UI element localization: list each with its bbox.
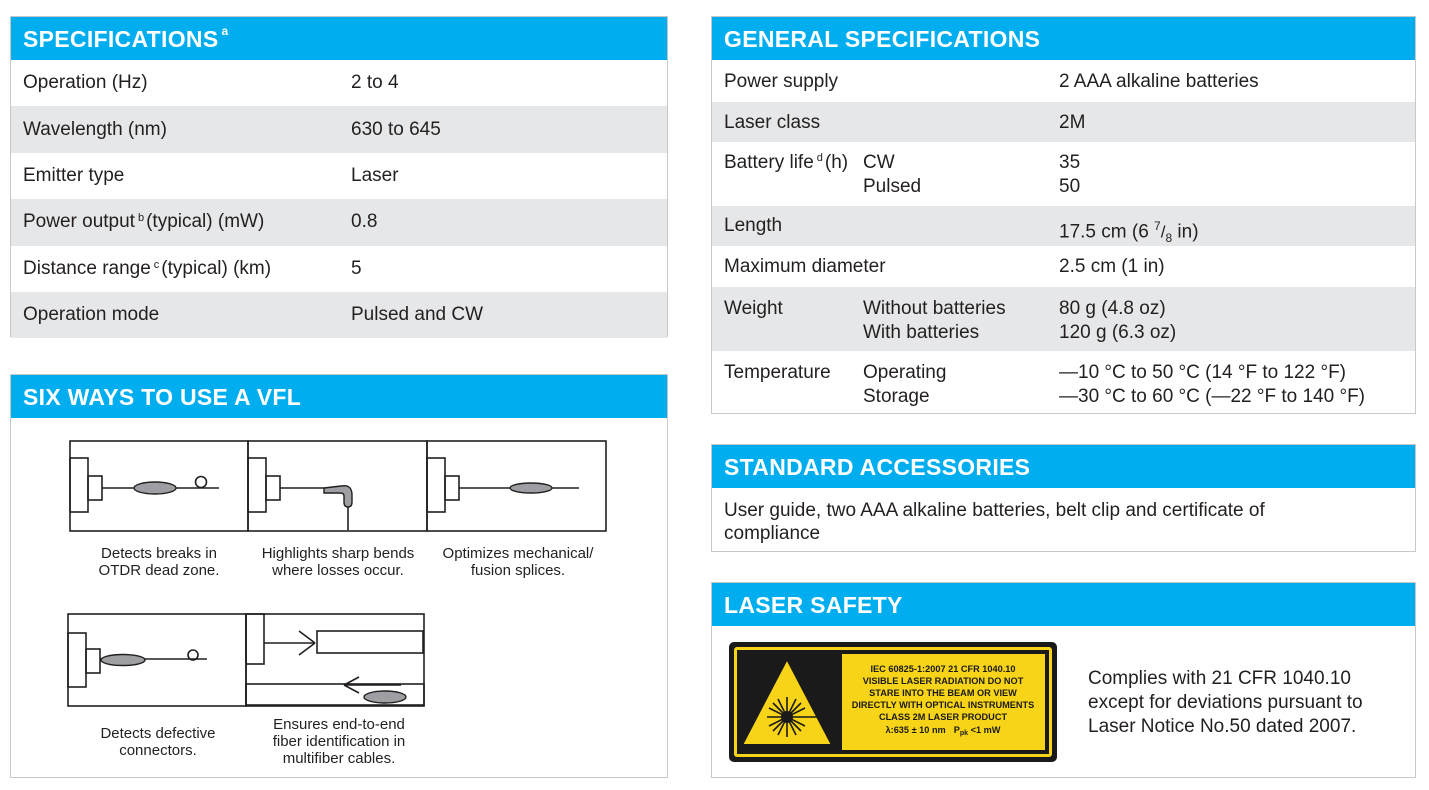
spec-label-rest: (typical) (km) [161, 257, 272, 279]
caption-4: Detects defective connectors. [100, 725, 216, 759]
spec-value: Laser [351, 164, 399, 186]
gen-value: 17.5 cm (6 $^7/_8$ in) [1059, 219, 1199, 246]
specifications-title-note: a [221, 24, 229, 38]
gen-values [1059, 297, 1176, 351]
spec-row-distance [11, 246, 667, 292]
spec-value: 630 to 645 [351, 118, 441, 140]
six-ways-panel [10, 374, 668, 778]
six-ways-header: SIX WAYS TO USE A VFL [11, 375, 667, 418]
caption-5: Ensures end-to-end fiber identification in multifiber cables. [272, 716, 406, 767]
spec-label [11, 211, 338, 233]
footnote-marker: c [153, 258, 160, 271]
spec-row-emitter [11, 153, 667, 199]
gen-value-part: 17.5 cm (6 [1059, 221, 1155, 243]
gen-label-rest: (h) [824, 152, 849, 173]
gen-value-part: in) [1172, 221, 1199, 243]
gen-label: Laser class [724, 112, 821, 133]
spec-row-mode [11, 292, 667, 338]
gen-sublabel: Operating [863, 362, 947, 383]
gen-label: Weight [724, 298, 783, 319]
accessories-text: User guide, two AAA alkaline batteries, belt clip and certificate of compliance [724, 500, 1265, 544]
label-line-1: IEC 60825-1:2007 21 CFR 1040.10 [870, 664, 1016, 674]
label-line-2: VISIBLE LASER RADIATION DO NOT [862, 676, 1024, 686]
fault-glow-1 [134, 482, 176, 494]
gen-row-power-supply [712, 60, 1415, 102]
vfl-usage-diagrams-top [69, 440, 610, 534]
diagram-frame-4 [68, 614, 246, 706]
accessories-header: STANDARD ACCESSORIES [712, 445, 1415, 488]
laser-safety-header: LASER SAFETY [712, 583, 1415, 626]
gen-sublabels [863, 361, 1059, 413]
gen-sublabels [863, 151, 1059, 206]
spec-row-operation [11, 60, 667, 106]
gen-label: Maximum diameter [724, 256, 886, 277]
spec-label [11, 258, 338, 280]
spec-value: 5 [351, 257, 362, 279]
gen-value: 50 [1059, 176, 1081, 197]
spec-value: Pulsed and CW [351, 304, 484, 326]
fraction-numerator: 7 [1154, 219, 1161, 233]
laser-warning-graphic [728, 641, 1058, 763]
general-specifications-panel [711, 16, 1416, 414]
bend-glow [324, 486, 352, 507]
specifications-panel [10, 16, 668, 337]
gen-sublabel: With batteries [863, 322, 980, 343]
gen-label-main: Battery life [724, 152, 814, 173]
gen-row-laser-class [712, 102, 1415, 142]
gen-sublabel: Without batteries [863, 298, 1006, 319]
spec-label-main: Power output [23, 211, 135, 233]
laser-compliance-text: Complies with 21 CFR 1040.10 except for deviations pursuant to Laser Notice No.50 dated 2007. [1088, 668, 1363, 737]
spec-label-main: Distance range [23, 257, 151, 279]
footnote-marker: d [816, 152, 823, 164]
label-line-3: STARE INTO THE BEAM OR VIEW [869, 688, 1017, 698]
gen-value: —10 °C to 50 °C (14 °F to 122 °F) [1059, 362, 1347, 383]
gen-value: 2.5 cm (1 in) [1059, 256, 1165, 277]
general-specifications-header: GENERAL SPECIFICATIONS [712, 17, 1415, 60]
gen-sublabel: Pulsed [863, 176, 922, 197]
label-line-4: DIRECTLY WITH OPTICAL INSTRUMENTS [851, 700, 1035, 710]
gen-sublabel: Storage [863, 386, 930, 407]
gen-values [1059, 151, 1080, 206]
gen-label [712, 151, 863, 206]
spec-row-wavelength [11, 106, 667, 152]
gen-row-diameter [712, 246, 1415, 287]
gen-sublabel: CW [863, 152, 895, 173]
gen-row-weight [712, 287, 1415, 351]
spec-label: Wavelength (nm) [23, 118, 167, 140]
spec-value: 0.8 [351, 211, 378, 233]
caption-2: Highlights sharp bends where losses occur. [261, 545, 415, 579]
gen-label: Power supply [724, 71, 839, 92]
spec-label-rest: (typical) (mW) [146, 211, 265, 233]
specifications-header [11, 17, 667, 60]
gen-row-battery [712, 142, 1415, 206]
gen-values [1059, 361, 1365, 413]
connector-glow [101, 655, 145, 666]
accessories-panel [711, 444, 1416, 552]
gen-label: Length [724, 215, 783, 236]
spec-row-power [11, 199, 667, 245]
caption-1: Detects breaks in OTDR dead zone. [98, 545, 220, 579]
vfl-usage-diagrams-bottom [67, 613, 429, 709]
gen-value: 80 g (4.8 oz) [1059, 298, 1166, 319]
spec-label: Operation (Hz) [23, 72, 148, 94]
gen-value: 120 g (6.3 oz) [1059, 322, 1177, 343]
gen-row-length [712, 206, 1415, 246]
fiber-id-glow [364, 691, 406, 703]
gen-value: 2 AAA alkaline batteries [1059, 71, 1259, 92]
splice-glow [510, 483, 552, 493]
specifications-title: SPECIFICATIONS [23, 26, 219, 52]
spec-value: 2 to 4 [351, 72, 399, 94]
laser-safety-panel [711, 582, 1416, 778]
gen-sublabels [863, 297, 1059, 351]
gen-value: 2M [1059, 112, 1086, 133]
gen-value: 35 [1059, 152, 1081, 173]
footnote-marker: b [137, 212, 145, 225]
fraction-denominator: 8 [1165, 231, 1173, 246]
label-line-5: CLASS 2M LASER PRODUCT [878, 712, 1008, 722]
laser-warning-label [728, 641, 1058, 768]
gen-row-temperature [712, 351, 1415, 413]
label-line-6: λ:635 ± 10 nm $P_{pk} <1$ mW [885, 725, 1001, 737]
gen-value: —30 °C to 60 °C (—22 °F to 140 °F) [1059, 386, 1366, 407]
spec-label: Emitter type [23, 164, 125, 186]
gen-label: Temperature [724, 362, 831, 383]
caption-3: Optimizes mechanical/ fusion splices. [442, 545, 594, 579]
spec-label: Operation mode [23, 304, 160, 326]
